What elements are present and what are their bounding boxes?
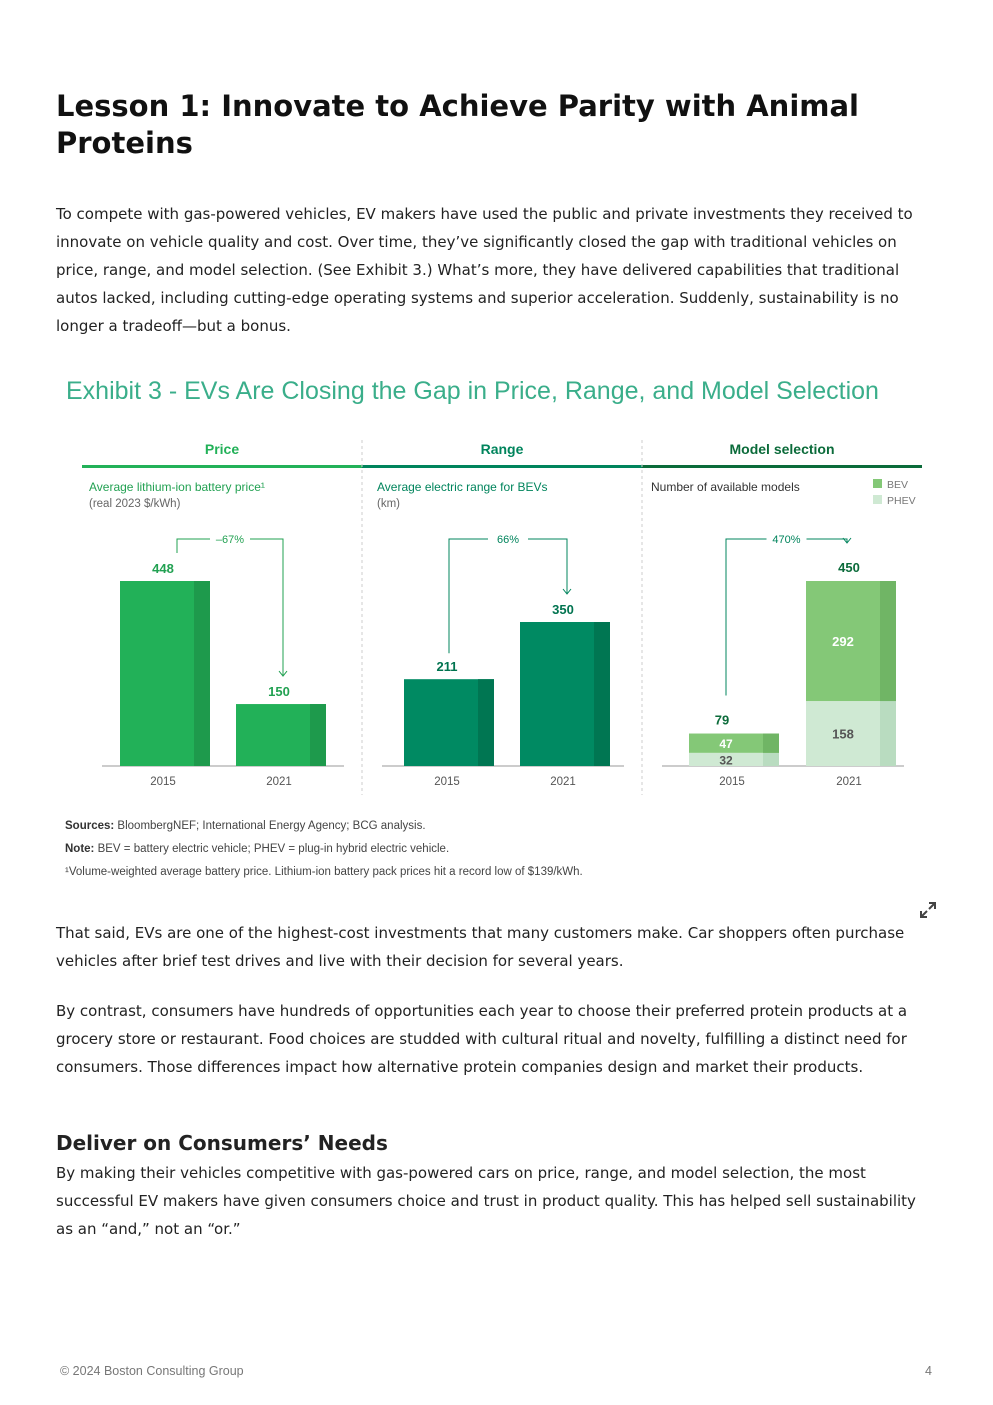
legend-swatch-phev [873,495,882,504]
body-paragraph-1: That said, EVs are one of the highest-cost investments that many customers make. Car shoppers often purchase vehicles after brief test drives and live with their decision for several years. [56,924,905,970]
legend-swatch-bev [873,479,882,488]
abbrev-note [65,843,449,855]
panel-metric-subtitle: (real 2023 $/kWh) [89,498,181,510]
bar-value-label: 150 [268,684,290,700]
bar-value-label: 448 [152,561,174,576]
panel-header-range: Range [480,441,524,457]
legend-label-bev: BEV [887,479,909,491]
change-label: 66% [496,534,520,546]
x-tick-label: 2015 [434,776,460,788]
panel-header-rule [362,465,642,468]
panel-header-price: Price [204,441,240,457]
expand-icon[interactable] [918,900,938,920]
x-tick-label: 2015 [150,776,176,788]
sources-note [65,820,426,832]
change-label: 470% [772,534,801,546]
note-label: Note: [65,843,95,855]
x-tick-label: 2021 [550,776,576,788]
bar-value-label: 350 [552,602,574,617]
stack-shade [880,701,896,766]
panel-header-rule [82,465,362,468]
body-paragraph-2: By contrast, consumers have hundreds of opportunities each year to choose their preferred protein products at a grocery store or restaurant. Food choices are studded with cultural ritual and novelty, fulfilling a distinct need for consumers. Those differences impact how alternative protein companies design and market their products. [56,1002,908,1076]
footer-copyright: © 2024 Boston Consulting Group [60,1364,244,1378]
x-tick-label: 2015 [719,776,745,788]
stack-value-label: 47 [719,737,733,752]
bar-shade [194,581,210,766]
stack-shade [880,581,896,701]
x-tick-label: 2021 [266,776,292,788]
stack-total-label: 79 [714,712,730,728]
bar-shade [310,704,326,766]
intro-paragraph: To compete with gas-powered vehicles, EV makers have used the public and private investments they received to innovate on vehicle quality and cost. Over time, they’ve significantly closed the gap with traditional vehicles on price, range, and model selection. (See Exhibit 3.) What’s more, they have delivered capabilities that traditional autos lacked, including cutting-edge operating systems and superior acceleration. Suddenly, sustainability is no longer a tradeoff—but a bonus. [56,205,913,335]
bar-shade [478,679,494,766]
exhibit-chart [0,435,993,795]
exhibit-title: Exhibit 3 - EVs Are Closing the Gap in Price, Range, and Model Selection [66,377,879,405]
panel-header-model-selection: Model selection [729,441,835,457]
body-paragraph-3: By making their vehicles competitive with gas-powered cars on price, range, and model selection, the most successful EV makers have given consumers choice and trust in product quality. This has helped sell sustainability as an “and,” not an “or.” [56,1164,916,1238]
stack-value-label: 292 [832,634,854,650]
x-tick-label: 2021 [836,776,862,788]
stack-shade [763,753,779,766]
page-number: 4 [925,1364,932,1378]
change-label: –67% [215,534,245,546]
legend-label-phev: PHEV [887,495,916,507]
panel-metric-title: Number of available models [651,480,800,494]
bar-value-label: 211 [436,659,458,675]
sources-text: BloombergNEF; International Energy Agency; BCG analysis. [117,820,426,832]
stack-value-label: 158 [832,726,854,742]
footnote: ¹Volume-weighted average battery price. Lithium-ion battery pack prices hit a record low of $139/kWh. [65,866,583,878]
stack-total-label: 450 [838,560,860,575]
note-text: BEV = battery electric vehicle; PHEV = plug-in hybrid electric vehicle. [97,843,450,855]
panel-metric-subtitle: (km) [377,498,400,510]
sources-label: Sources: [65,820,115,832]
section-subheading: Deliver on Consumers’ Needs [56,1131,388,1155]
bar-shade [594,622,610,766]
page-title: Lesson 1: Innovate to Achieve Parity with Animal Proteins [56,89,859,160]
stack-shade [763,734,779,753]
stack-value-label: 32 [719,753,733,768]
panel-metric-title: Average electric range for BEVs [377,480,548,494]
panel-metric-title: Average lithium-ion battery price¹ [89,480,265,494]
panel-header-rule [642,465,922,468]
